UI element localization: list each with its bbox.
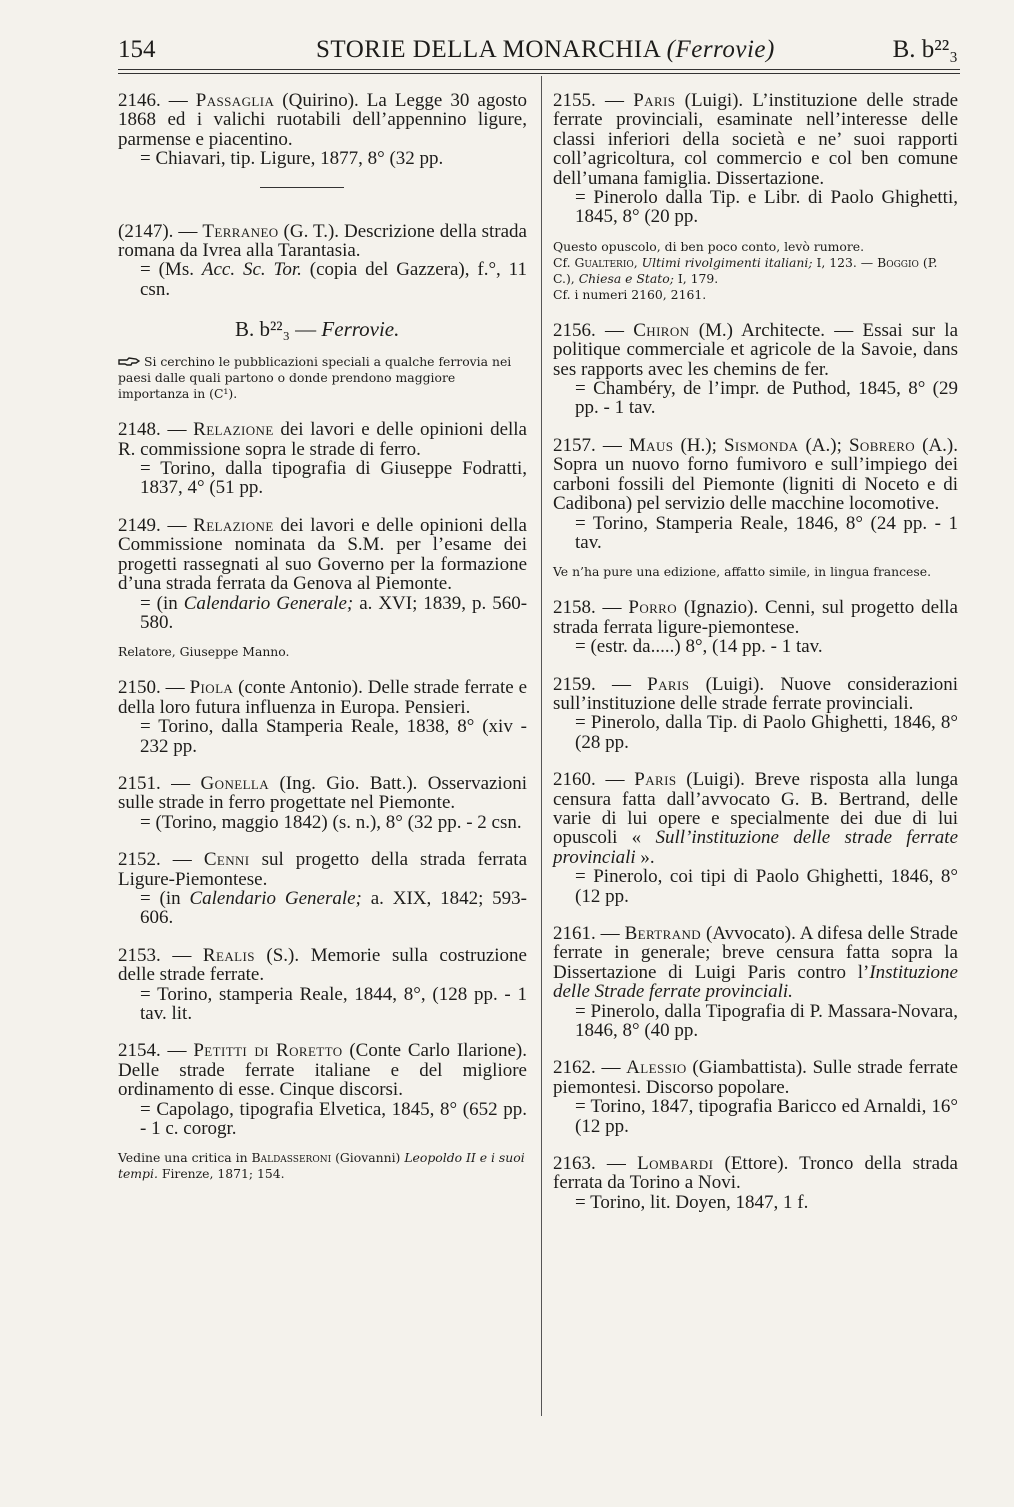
entry-author: Piola [189,677,234,699]
entry-2154: 2154. — Petitti di Roretto (Conte Carlo Ilarione). Delle strade ferrate italiane e del migliore ordinamento di esse. Cinque discorsi. = Capolago, tipografia Elvetica, 1845, 8° (652 pp. - 1 c. corogr. [118,1040,527,1140]
entry-imprint: = (in Calendario Generale; a. XVI; 1839, p. 560-580. [140,592,528,633]
entry-2152: 2152. — Cenni sul progetto della strada ferrata Ligure-Piemontese. = (in Calendario Generale; a. XIX, 1842; 593-606. [118,849,528,929]
entry-author: Porro [628,597,678,619]
entry-imprint: = Pinerolo, dalla Tipografia di P. Massara-Novara, 1846, 8° (40 pp. [575,1000,958,1042]
entry-2148: 2148. — Relazione dei lavori e delle opinioni della R. commissione sopra le strade di ferro. = Torino, dalla tipografia di Giuseppe Fodratti, 1837, 4° (51 pp. [118,419,527,499]
entry-author: Sismonda [723,434,799,456]
entry-2151: 2151. — Gonella (Ing. Gio. Batt.). Osservazioni sulle strade in ferro progettate nel Piemonte. = (Torino, maggio 1842) (s. n.), 8° (32 pp. - 2 csn. [118,772,527,833]
entry-2158: 2158. — Porro (Ignazio). Cenni, sul progetto della strada ferrata ligure-piemontese. = (estr. da.....) 8°, (14 pp. - 1 tav. [553,597,958,658]
entry-author: Petitti di Roretto [193,1040,343,1062]
entry-author: Cenni [203,849,250,871]
entry-2149: 2149. — Relazione dei lavori e delle opinioni della Commissione nominata da S.M. per l’esame dei progetti rassegnati al suo Governo per la formazione d’una strada ferrata da Genova al Piemonte. = (in Calendario Generale; a. XVI; 1839, p. 560-580. [118,514,528,633]
entry-imprint: = (estr. da.....) 8°, (14 pp. - 1 tav. [575,636,823,658]
entry-imprint: = Torino, lit. Doyen, 1847, 1 f. [575,1191,809,1213]
entry-author: Sobrero [848,434,916,456]
entry-2150: 2150. — Piola (conte Antonio). Delle strade ferrate e della loro futura influenza in Europa. Pensieri. = Torino, dalla Stamperia Reale, 1838, 8° (xiv - 232 pp. [118,677,527,757]
entry-imprint: = (in Calendario Generale; a. XIX, 1842; 593-606. [140,887,528,929]
entry-author: Bertrand [624,923,702,944]
section-signature: B. b²²₃ [892,36,958,63]
entry-author: Chiron [633,319,690,341]
entry-imprint: = Torino, Stamperia Reale, 1846, 8° (24 pp. - 1 tav. [575,512,958,553]
header-rule-top [118,69,960,70]
entry-2157: 2157. — Maus (H.); Sismonda (A.); Sobrero (A.). Sopra un nuovo forno fumivoro e sull’impiego dei carboni fossili del Piemonte (ligniti di Noceto e di Cadibona) pel servizio delle macchine locomotive. = Torino, Stamperia Reale, 1846, 8° (24 pp. - 1 tav. [553,434,959,553]
entry-author: Terraneo [202,220,279,242]
entry-note: Vedine una critica in Baldasseroni (Giovanni) Leopoldo II e i suoi tempi. Firenze, 1871; 154. [118,1150,525,1182]
entry-imprint: = Pinerolo dalla Tip. e Libr. di Paolo Ghighetti, 1845, 8° (20 pp. [575,187,958,228]
entry-imprint: = Torino, dalla Stamperia Reale, 1838, 8° (xiv - 232 pp. [140,716,527,757]
running-header [118,36,958,70]
entry-author: Gonella [200,772,270,794]
entry-note: Relatore, Giuseppe Manno. [118,644,290,660]
entry-imprint: = Torino, stamperia Reale, 1844, 8°, (128 pp. - 1 tav. lit. [140,983,527,1024]
entry-author: Alessio [626,1057,687,1079]
entry-2146: 2146. — Passaglia (Quirino). La Legge 30 agosto 1868 ed i valichi ruotabili dell’appennino ligure, parmense e piacentino. = Chiavari, tip. Ligure, 1877, 8° (32 pp. [118,90,527,170]
left-column [118,91,527,1200]
entry-2159: 2159. — Paris (Luigi). Nuove considerazioni sull’instituzione delle strade ferrate provinciali. = Pinerolo, dalla Tip. di Paolo Ghighetti, 1846, 8° (28 pp. [553,673,958,753]
entry-author: Relazione [193,419,274,441]
entry-imprint: = Torino, 1847, tipografia Baricco ed Arnaldi, 16° (12 pp. [575,1096,958,1137]
entry-2161: 2161. — Bertrand (Avvocato). A difesa delle Strade ferrate in generale; breve censura fatta sopra la Dissertazione di Luigi Paris contro l’Instituzione delle Strade ferrate provinciali. = Pinerolo, dalla Tipografia di P. Massara-Novara, 1846, 8° (40 pp. [553,923,958,1042]
running-title: STORIE DELLA MONARCHIA (Ferrovie) [316,36,775,63]
entry-2147: (2147). — Terraneo (G. T.). Descrizione della strada romana da Ivrea alla Tarantasia. = (Ms. Acc. Sc. Tor. (copia del Gazzera), f.°, 11 csn. [118,220,527,300]
entry-imprint: = Pinerolo, dalla Tip. di Paolo Ghighetti, 1846, 8° (28 pp. [575,712,958,753]
entry-imprint: = Chiavari, tip. Ligure, 1877, 8° (32 pp. [140,148,444,170]
entry-imprint: = Torino, dalla tipografia di Giuseppe Fodratti, 1837, 4° (51 pp. [140,458,527,499]
section-title: B. b²²₃ — Ferrovie. [235,317,400,342]
entry-author: Lombardi [637,1153,714,1175]
entry-author: Maus [628,434,674,456]
entry-author: Paris [647,673,690,695]
right-column [553,91,958,1230]
column-divider [541,76,542,1416]
entry-2155: 2155. — Paris (Luigi). L’instituzione delle strade ferrate provinciali, esaminate nell’interesse delle classi inferiori della società e ne’ suoi rapporti coll’agricoltura, col commercio e col ben comune dell’umana famiglia. Dissertazione. = Pinerolo dalla Tip. e Libr. di Paolo Ghighetti, 1845, 8° (20 pp. [553,90,958,228]
entry-imprint: = Pinerolo, coi tipi di Paolo Ghighetti, 1846, 8° (12 pp. [575,866,958,907]
pointing-hand-icon [118,357,140,367]
entry-author: Paris [634,769,677,791]
section-note: Si cerchino le pubblicazioni speciali a qualche ferrovia nei paesi dalle quali partono o donde prendono maggiore importanza in (C¹). [118,354,512,402]
entry-imprint: = Chambéry, de l’impr. de Puthod, 1845, 8° (29 pp. - 1 tav. [575,378,958,419]
entry-2162: 2162. — Alessio (Giambattista). Sulle strade ferrate piemontesi. Discorso popolare. = Torino, 1847, tipografia Baricco ed Arnaldi, 16° (12 pp. [553,1057,958,1137]
entry-author: Realis [202,944,255,966]
entry-imprint: = (Ms. Acc. Sc. Tor. (copia del Gazzera), f.°, 11 csn. [140,259,527,300]
entry-author: Relazione [193,514,274,536]
entry-separator [260,187,344,188]
entry-note: Questo opuscolo, di ben poco conto, levò rumore. Cf. Gualterio, Ultimi rivolgimenti italiani; I, 123. — Boggio (P. C.), Chiesa e Stato; I, 179. Cf. i numeri 2160, 2161. [553,238,938,302]
entry-2160: 2160. — Paris (Luigi). Breve risposta alla lunga censura fatta dall’avvocato G. B. Bertrand, delle varie di lui opere e specialmente dei due di lui opuscoli « Sull’instituzione delle strade ferrate provinciali ». = Pinerolo, coi tipi di Paolo Ghighetti, 1846, 8° (12 pp. [553,769,959,907]
entry-imprint: = (Torino, maggio 1842) (s. n.), 8° (32 pp. - 2 csn. [140,811,522,833]
entry-imprint: = Capolago, tipografia Elvetica, 1845, 8° (652 pp. - 1 c. corogr. [140,1098,527,1140]
header-rule-bottom [118,73,960,74]
entry-2153: 2153. — Realis (S.). Memorie sulla costruzione delle strade ferrate. = Torino, stamperia Reale, 1844, 8°, (128 pp. - 1 tav. lit. [118,944,527,1024]
entry-2156: 2156. — Chiron (M.) Architecte. — Essai sur la politique commerciale et agricole de la Savoie, dans ses rapports avec les chemins de fer. = Chambéry, de l’impr. de Puthod, 1845, 8° (29 pp. - 1 tav. [553,319,959,419]
entry-2163: 2163. — Lombardi (Ettore). Tronco della strada ferrata da Torino a Novi. = Torino, lit. Doyen, 1847, 1 f. [553,1153,958,1213]
page-number: 154 [118,36,156,63]
entry-author: Paris [633,90,676,111]
entry-author: Passaglia [195,90,275,111]
entry-note: Ve n’ha pure una edizione, affatto simile, in lingua francese. [553,564,932,580]
